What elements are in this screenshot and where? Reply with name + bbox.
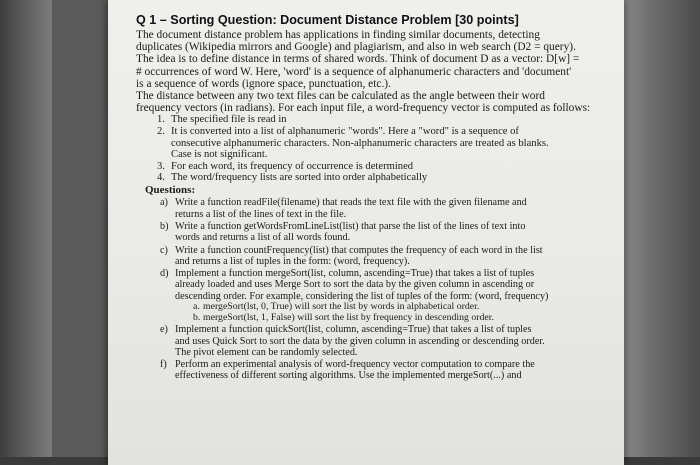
intro-line: The idea is to define distance in terms of shared words. Think of document D as a vector: D[w] = — [136, 53, 580, 66]
intro-line: frequency vectors (in radians). For each input file, a word-frequency vector is computed as follows: — [136, 102, 591, 115]
question-text: and uses Quick Sort to sort the data by the given column in ascending or descending order. — [175, 335, 545, 347]
intro-line: The document distance problem has applications in finding similar documents, detecting — [136, 29, 540, 41]
intro-line: # occurrences of word W. Here, 'word' is a sequence of alphanumeric characters and 'document' — [136, 65, 572, 78]
question-letter: e) — [160, 324, 168, 336]
question-item — [136, 324, 610, 358]
document-body — [136, 13, 610, 382]
question-text: words and returns a list of all words found. — [175, 232, 351, 244]
question-text: returns a list of the lines of text in the file. — [175, 208, 347, 220]
example-number: a. — [193, 301, 200, 313]
step-text: Case is not significant. — [171, 149, 268, 161]
question-text: Implement a function quickSort(list, column, ascending=True) that takes a list of tuples — [175, 324, 532, 336]
question-text: The pivot element can be randomly selected. — [175, 346, 358, 358]
question-text: Write a function countFrequency(list) that computes the frequency of each word in the list — [175, 244, 543, 256]
question-text: Perform an experimental analysis of word-frequency vector computation to compare the — [175, 359, 535, 371]
step-text: consecutive alphanumeric characters. Non-alphanumeric characters are treated as blanks. — [171, 137, 549, 149]
intro-line: The distance between any two text files can be calculated as the angle between their word — [136, 90, 545, 103]
step-text: It is converted into a list of alphanumeric "words". Here a "word" is a sequence of — [171, 126, 519, 138]
intro-line: duplicates (Wikipedia mirrors and Google) and plagiarism, and also in web search (D2 = query). — [136, 41, 576, 54]
step-number: 1. — [157, 114, 165, 126]
question-text: descending order. For example, considering the list of tuples of the form: (word, frequency) — [175, 290, 549, 302]
question-item — [136, 197, 610, 220]
merge-sort-examples — [175, 302, 610, 323]
paper-sheet — [108, 0, 624, 465]
background-right-edge — [622, 0, 700, 465]
question-letter: f) — [160, 359, 167, 371]
question-item — [136, 245, 610, 268]
step-item — [136, 172, 610, 184]
question-item — [136, 359, 610, 382]
step-item — [136, 126, 610, 161]
example-text: mergeSort(lst, 0, True) will sort the list by words in alphabetical order. — [203, 301, 480, 313]
question-text: Implement a function mergeSort(list, column, ascending=True) that takes a list of tuples — [175, 268, 535, 280]
step-number: 3. — [157, 160, 165, 172]
question-item — [136, 268, 610, 323]
question-letter: a) — [160, 197, 168, 209]
step-number: 2. — [157, 126, 165, 138]
step-text: For each word, its frequency of occurrence is determined — [171, 160, 414, 172]
question-letter: c) — [160, 244, 168, 256]
questions-heading: Questions: — [145, 183, 196, 196]
questions-list — [136, 197, 610, 381]
question-title: Q 1 – Sorting Question: Document Distance Problem [30 points] — [136, 13, 519, 27]
example-text: mergeSort(lst, 1, False) will sort the list by frequency in descending order. — [203, 311, 494, 323]
procedure-steps — [136, 114, 610, 184]
intro-line: is a sequence of words (ignore space, punctuation, etc.). — [136, 77, 391, 90]
question-text: already loaded and uses Merge Sort to sort the data by the given column in ascending or — [175, 279, 535, 291]
example-item — [175, 313, 610, 324]
question-letter: b) — [160, 220, 169, 232]
step-number: 4. — [157, 172, 165, 184]
question-item — [136, 221, 610, 244]
step-item — [136, 161, 610, 173]
background-left-edge — [0, 0, 52, 465]
question-text: and returns a list of tuples in the form: (word, frequency). — [175, 255, 410, 267]
example-number: b. — [193, 311, 201, 323]
question-letter: d) — [160, 268, 169, 280]
question-text: Write a function getWordsFromLineList(list) that parse the list of the lines of text into — [175, 220, 526, 232]
step-item — [136, 114, 610, 126]
step-text: The specified file is read in — [171, 114, 287, 126]
step-text: The word/frequency lists are sorted into order alphabetically — [171, 172, 428, 184]
question-text: Write a function readFile(filename) that reads the text file with the given filename and — [175, 197, 527, 209]
question-text: effectiveness of different sorting algorithms. Use the implemented mergeSort(...) and — [175, 370, 522, 382]
intro-paragraph — [136, 29, 610, 114]
